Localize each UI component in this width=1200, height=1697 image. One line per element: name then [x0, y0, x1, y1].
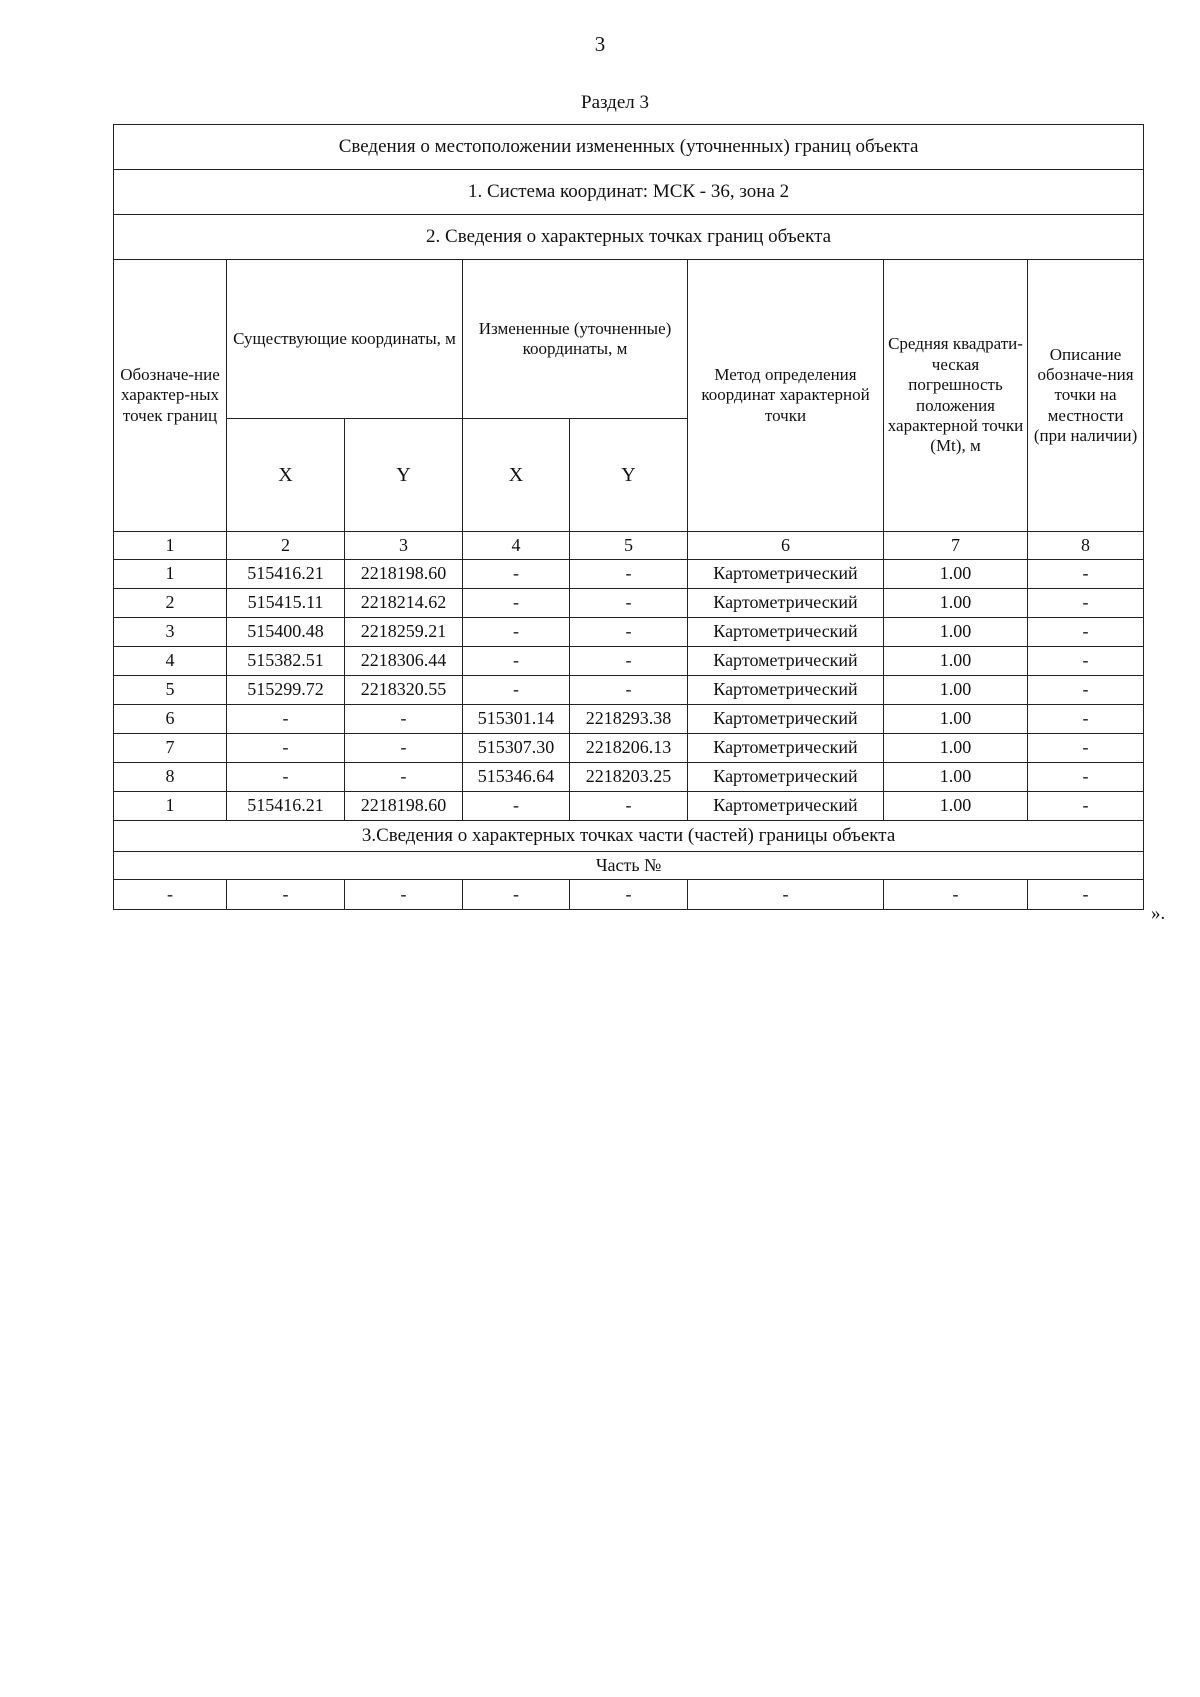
- parts-section-title: 3.Сведения о характерных точках части (частей) границы объекта: [114, 821, 1144, 852]
- table-cell: -: [345, 763, 463, 792]
- table-cell: 2218293.38: [570, 705, 688, 734]
- table-cell: 2218320.55: [345, 676, 463, 705]
- column-number: 2: [227, 532, 345, 560]
- header-method: Метод определения координат характерной точки: [688, 260, 884, 532]
- table-cell: -: [570, 589, 688, 618]
- table-cell: -: [1028, 880, 1144, 910]
- table-cell: 2218198.60: [345, 792, 463, 821]
- column-number: 5: [570, 532, 688, 560]
- table-cell: -: [227, 705, 345, 734]
- table-caption: Сведения о местоположении измененных (уточненных) границ объекта: [114, 125, 1144, 170]
- table-cell: 515382.51: [227, 647, 345, 676]
- table-row: [114, 618, 1144, 647]
- table-cell: Картометрический: [688, 763, 884, 792]
- table-cell: -: [1028, 589, 1144, 618]
- table-cell: -: [570, 560, 688, 589]
- table-cell: Картометрический: [688, 560, 884, 589]
- header-existing-coords: Существующие координаты, м: [227, 260, 463, 419]
- table-cell: 1.00: [884, 705, 1028, 734]
- table-cell: 515307.30: [463, 734, 570, 763]
- table-cell: -: [1028, 647, 1144, 676]
- header-changed-y: Y: [570, 419, 688, 532]
- table-cell: 4: [114, 647, 227, 676]
- table-row: [114, 763, 1144, 792]
- table-cell: -: [1028, 734, 1144, 763]
- table-cell: 515416.21: [227, 560, 345, 589]
- table-cell: -: [1028, 763, 1144, 792]
- table-cell: -: [570, 618, 688, 647]
- table-cell: -: [463, 647, 570, 676]
- table-cell: 515400.48: [227, 618, 345, 647]
- table-cell: 2218306.44: [345, 647, 463, 676]
- table-cell: -: [1028, 676, 1144, 705]
- table-cell: -: [1028, 705, 1144, 734]
- table-cell: 2218206.13: [570, 734, 688, 763]
- table-cell: -: [463, 792, 570, 821]
- table-row: [114, 705, 1144, 734]
- table-cell: 1.00: [884, 647, 1028, 676]
- table-cell: 5: [114, 676, 227, 705]
- table-cell: -: [463, 880, 570, 910]
- table-cell: 515299.72: [227, 676, 345, 705]
- table-cell: 1: [114, 792, 227, 821]
- header-changed-x: X: [463, 419, 570, 532]
- part-number-label: Часть №: [114, 852, 1144, 880]
- table-row: [114, 734, 1144, 763]
- table-cell: Картометрический: [688, 676, 884, 705]
- header-error: Средняя квадрати-ческая погрешность положения характерной точки (Mt), м: [884, 260, 1028, 532]
- table-cell: Картометрический: [688, 618, 884, 647]
- table-cell: -: [570, 676, 688, 705]
- table-cell: 6: [114, 705, 227, 734]
- table-cell: 8: [114, 763, 227, 792]
- table-cell: Картометрический: [688, 589, 884, 618]
- header-description: Описание обозначе-ния точки на местности (при наличии): [1028, 260, 1144, 532]
- table-cell: -: [570, 792, 688, 821]
- table-cell: 515301.14: [463, 705, 570, 734]
- page-number: 3: [594, 32, 606, 56]
- table-cell: Картометрический: [688, 705, 884, 734]
- table-cell: 515416.21: [227, 792, 345, 821]
- closing-quote: ».: [1151, 903, 1166, 924]
- table-cell: -: [570, 880, 688, 910]
- column-number: 8: [1028, 532, 1144, 560]
- column-number: 1: [114, 532, 227, 560]
- table-cell: -: [114, 880, 227, 910]
- column-number: 4: [463, 532, 570, 560]
- table-cell: 2218198.60: [345, 560, 463, 589]
- column-number: 7: [884, 532, 1028, 560]
- table-cell: 1: [114, 560, 227, 589]
- table-cell: -: [570, 647, 688, 676]
- table-cell: 2218214.62: [345, 589, 463, 618]
- table-row: [114, 676, 1144, 705]
- table-cell: -: [227, 734, 345, 763]
- header-existing-y: Y: [345, 419, 463, 532]
- table-row: [114, 792, 1144, 821]
- column-numbers-row: [114, 532, 1144, 560]
- table-cell: 1.00: [884, 792, 1028, 821]
- header-changed-coords: Измененные (уточненные) координаты, м: [463, 260, 688, 419]
- table-row: [114, 589, 1144, 618]
- table-cell: 515415.11: [227, 589, 345, 618]
- part-row: [114, 880, 1144, 910]
- table-cell: -: [463, 560, 570, 589]
- table-cell: -: [463, 589, 570, 618]
- header-designation: Обозначе-ние характер-ных точек границ: [114, 260, 227, 532]
- table-cell: 1.00: [884, 560, 1028, 589]
- table-cell: 1.00: [884, 589, 1028, 618]
- table-cell: -: [1028, 618, 1144, 647]
- boundary-points-table: [113, 124, 1144, 910]
- table-cell: -: [345, 705, 463, 734]
- table-cell: 2218259.21: [345, 618, 463, 647]
- coordinate-system: 1. Система координат: МСК - 36, зона 2: [114, 170, 1144, 215]
- table-cell: Картометрический: [688, 647, 884, 676]
- table-cell: -: [227, 880, 345, 910]
- table-cell: -: [884, 880, 1028, 910]
- header-existing-x: X: [227, 419, 345, 532]
- table-cell: 1.00: [884, 763, 1028, 792]
- column-number: 3: [345, 532, 463, 560]
- table-cell: -: [1028, 792, 1144, 821]
- table-cell: -: [345, 880, 463, 910]
- table-cell: -: [463, 676, 570, 705]
- table-cell: -: [345, 734, 463, 763]
- table-cell: 2: [114, 589, 227, 618]
- table-row: [114, 647, 1144, 676]
- table-cell: 515346.64: [463, 763, 570, 792]
- points-section-title: 2. Сведения о характерных точках границ объекта: [114, 215, 1144, 260]
- table-cell: -: [227, 763, 345, 792]
- table-cell: -: [1028, 560, 1144, 589]
- table-cell: 1.00: [884, 734, 1028, 763]
- table-cell: Картометрический: [688, 734, 884, 763]
- table-cell: 1.00: [884, 676, 1028, 705]
- table-cell: 7: [114, 734, 227, 763]
- table-row: [114, 560, 1144, 589]
- table-cell: -: [688, 880, 884, 910]
- table-cell: 1.00: [884, 618, 1028, 647]
- table-cell: -: [463, 618, 570, 647]
- section-title: Раздел 3: [581, 92, 649, 113]
- table-cell: 3: [114, 618, 227, 647]
- column-number: 6: [688, 532, 884, 560]
- table-cell: 2218203.25: [570, 763, 688, 792]
- table-cell: Картометрический: [688, 792, 884, 821]
